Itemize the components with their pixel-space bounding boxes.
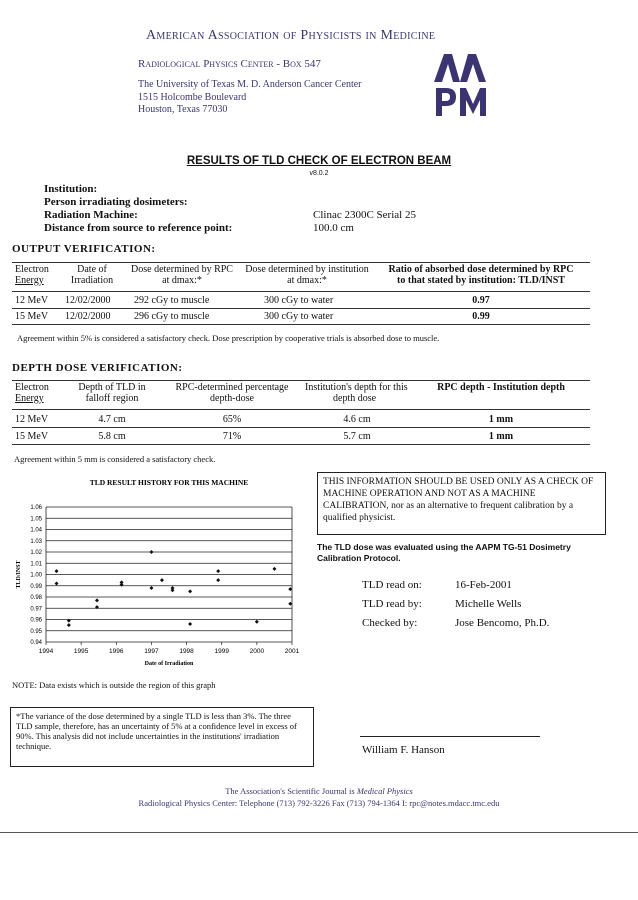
header-cell: RPC depth - Institution depth [437,382,565,393]
divider [12,291,590,292]
header-cell: Energy [15,275,44,286]
divider [12,409,590,410]
data-point [188,622,192,626]
header-cell: at dmax:* [287,275,327,286]
header-cell: Electron [15,382,49,393]
x-tick-label: 1999 [214,648,229,655]
data-point [216,569,220,573]
output-rows [12,309,590,323]
header-cell: at dmax:* [162,275,202,286]
header-cell: Dose determined by RPC [131,264,233,275]
header-cell: RPC-determined percentage [175,382,289,393]
report-title: RESULTS OF TLD CHECK OF ELECTRON BEAM [186,155,452,167]
aapm-logo [430,52,488,118]
y-tick-label: 1.04 [30,527,42,534]
divider [12,262,590,263]
y-tick-label: 1.01 [30,561,42,568]
table-cell: 71% [222,430,242,442]
output-table [12,264,590,286]
table-cell: 300 cGy to water [264,310,334,322]
depth-heading: DEPTH DOSE VERIFICATION: [12,362,183,374]
distance-label: Distance from source to reference point: [44,222,233,234]
table-cell: 0.97 [472,295,490,306]
read-on-label: TLD read on: [362,579,422,591]
table-cell: 1 mm [488,430,514,442]
read-by-label: TLD read by: [362,598,422,610]
divider [12,444,590,445]
y-tick-label: 0.96 [30,617,42,624]
data-point [95,598,99,602]
organization-name: American Association of Physicists in Medicine [146,28,436,43]
footer-journal-name: Medical Physics [356,786,413,796]
header-cell: depth-dose [210,393,254,404]
y-tick-label: 1.02 [30,550,42,556]
header-cell: Dose determined by institution [245,264,369,275]
read-on-value: 16-Feb-2001 [455,579,512,591]
table-row [12,429,590,443]
divider [12,324,590,325]
depth-table [12,382,590,404]
x-tick-label: 1994 [38,648,54,655]
protocol-note: The TLD dose was evaluated using the AAPM TG-51 Dosimetry Calibration Protocol. [317,542,571,563]
y-tick-label: 0.94 [30,640,42,646]
table-cell: 4.6 cm [343,413,371,425]
footer-journal [0,786,638,796]
person-label: Person irradiating dosimeters: [44,196,188,208]
header-cell: Irradiation [70,275,114,286]
chart-svg [12,477,312,672]
header-cell: falloff region [85,393,139,404]
y-tick-label: 1.05 [30,516,42,523]
header-cell: Ratio of absorbed dose determined by RPC [388,264,574,275]
data-point [255,620,259,624]
machine-value: Clinac 2300C Serial 25 [313,209,416,221]
variance-note-box: *The variance of the dose determined by a single TLD is less than 3%. The three TLD sample, therefore, has an uncertainty of 5% at a confidence level in excess of 90%. This analysis did not include uncertainties in the institutions' irradiation technique. [10,707,314,767]
table-cell: 5.7 cm [343,430,371,442]
table-row [12,309,590,323]
table-cell: 5.8 cm [98,430,126,442]
data-point [55,569,59,573]
x-tick-label: 2001 [284,648,300,655]
depth-rows [12,412,590,426]
table-header-row [12,264,590,286]
footer-journal-prefix: The Association's Scientific Journal is [225,786,355,796]
address [138,79,362,117]
checked-by-label: Checked by: [362,617,418,629]
x-tick-label: 1996 [109,648,124,655]
x-tick-label: 1998 [179,648,194,655]
signature-line [360,736,540,737]
version: v8.0.2 [309,170,329,177]
header-cell: Energy [15,393,44,404]
x-tick-label: 1995 [73,648,89,655]
data-point [149,550,153,554]
table-cell: 300 cGy to water [264,295,334,306]
signature-name: William F. Hanson [362,744,445,756]
data-point [272,567,276,571]
address-line: Houston, Texas 77030 [138,104,228,115]
table-header-row [12,382,590,404]
y-tick-label: 0.99 [30,583,42,590]
y-tick-label: 1.00 [30,572,42,579]
header-cell: Date of [77,264,107,275]
chart-note: NOTE: Data exists which is outside the region of this graph [12,680,216,690]
address-line: The University of Texas M. D. Anderson Cancer Center [138,79,362,90]
x-tick-label: 1997 [144,648,159,655]
table-cell: 12/02/2000 [65,310,111,322]
address-line: 1515 Holcombe Boulevard [138,91,247,103]
y-tick-label: 0.98 [30,595,42,601]
divider [12,427,590,428]
divider [12,380,590,381]
depth-note: Agreement within 5 mm is considered a satisfactory check. [14,454,216,464]
depth-rows [12,429,590,443]
tld-history-chart [12,477,312,672]
header-cell: Institution's depth for this [305,382,408,393]
bottom-rule [0,832,638,833]
disclaimer-box: THIS INFORMATION SHOULD BE USED ONLY AS A CHECK OF MACHINE OPERATION AND NOT AS A MACHINE CALIBRATION, nor as an alternative to frequent calibration by a qualified physicist. [317,472,606,535]
x-axis-label: Date of Irradiation [144,661,194,667]
institution-label: Institution: [44,183,98,195]
distance-value: 100.0 cm [313,222,354,234]
y-axis-label: TLD/INST [16,560,22,589]
checked-by-value: Jose Bencomo, Ph.D. [455,617,550,629]
header-cell: depth dose [333,393,377,404]
data-point [67,623,71,627]
table-cell: 296 cGy to muscle [134,310,210,322]
table-row [12,412,590,426]
center-name: Radiological Physics Center - Box 547 [138,58,321,70]
data-point [160,578,164,582]
header-cell: to that stated by institution: TLD/INST [397,275,565,286]
table-cell: 12/02/2000 [65,295,111,306]
y-tick-label: 0.95 [30,628,42,635]
machine-label: Radiation Machine: [44,209,138,221]
data-point [55,582,59,586]
table-cell: 12 MeV [15,413,49,425]
output-rows [12,293,590,308]
data-point [216,578,220,582]
table-cell: 65% [222,413,242,425]
data-point [171,588,175,592]
table-row [12,293,590,308]
data-point [188,589,192,593]
y-tick-label: 1.06 [30,505,42,511]
header-cell: Depth of TLD in [78,382,146,393]
table-cell: 1 mm [488,413,514,425]
table-cell: 0.99 [472,310,490,322]
table-cell: 15 MeV [15,310,49,322]
y-tick-label: 1.03 [30,538,42,545]
y-tick-label: 0.97 [30,606,42,613]
chart-title: TLD RESULT HISTORY FOR THIS MACHINE [89,478,249,487]
read-by-value: Michelle Wells [455,598,522,610]
table-cell: 292 cGy to muscle [134,295,210,306]
footer-contact: Radiological Physics Center: Telephone (713) 792-3226 Fax (713) 794-1364 I: rpc@notes.mdacc.tmc.edu [138,798,500,808]
table-cell: 4.7 cm [98,413,126,425]
output-note: Agreement within 5% is considered a satisfactory check. Dose prescription by cooperative trials is absorbed dose to muscle. [17,333,440,343]
output-heading: OUTPUT VERIFICATION: [12,243,156,255]
x-tick-label: 2000 [249,648,265,655]
table-cell: 15 MeV [15,430,49,442]
table-cell: 12 MeV [15,295,49,306]
header-cell: Electron [15,264,49,275]
data-point [149,586,153,590]
